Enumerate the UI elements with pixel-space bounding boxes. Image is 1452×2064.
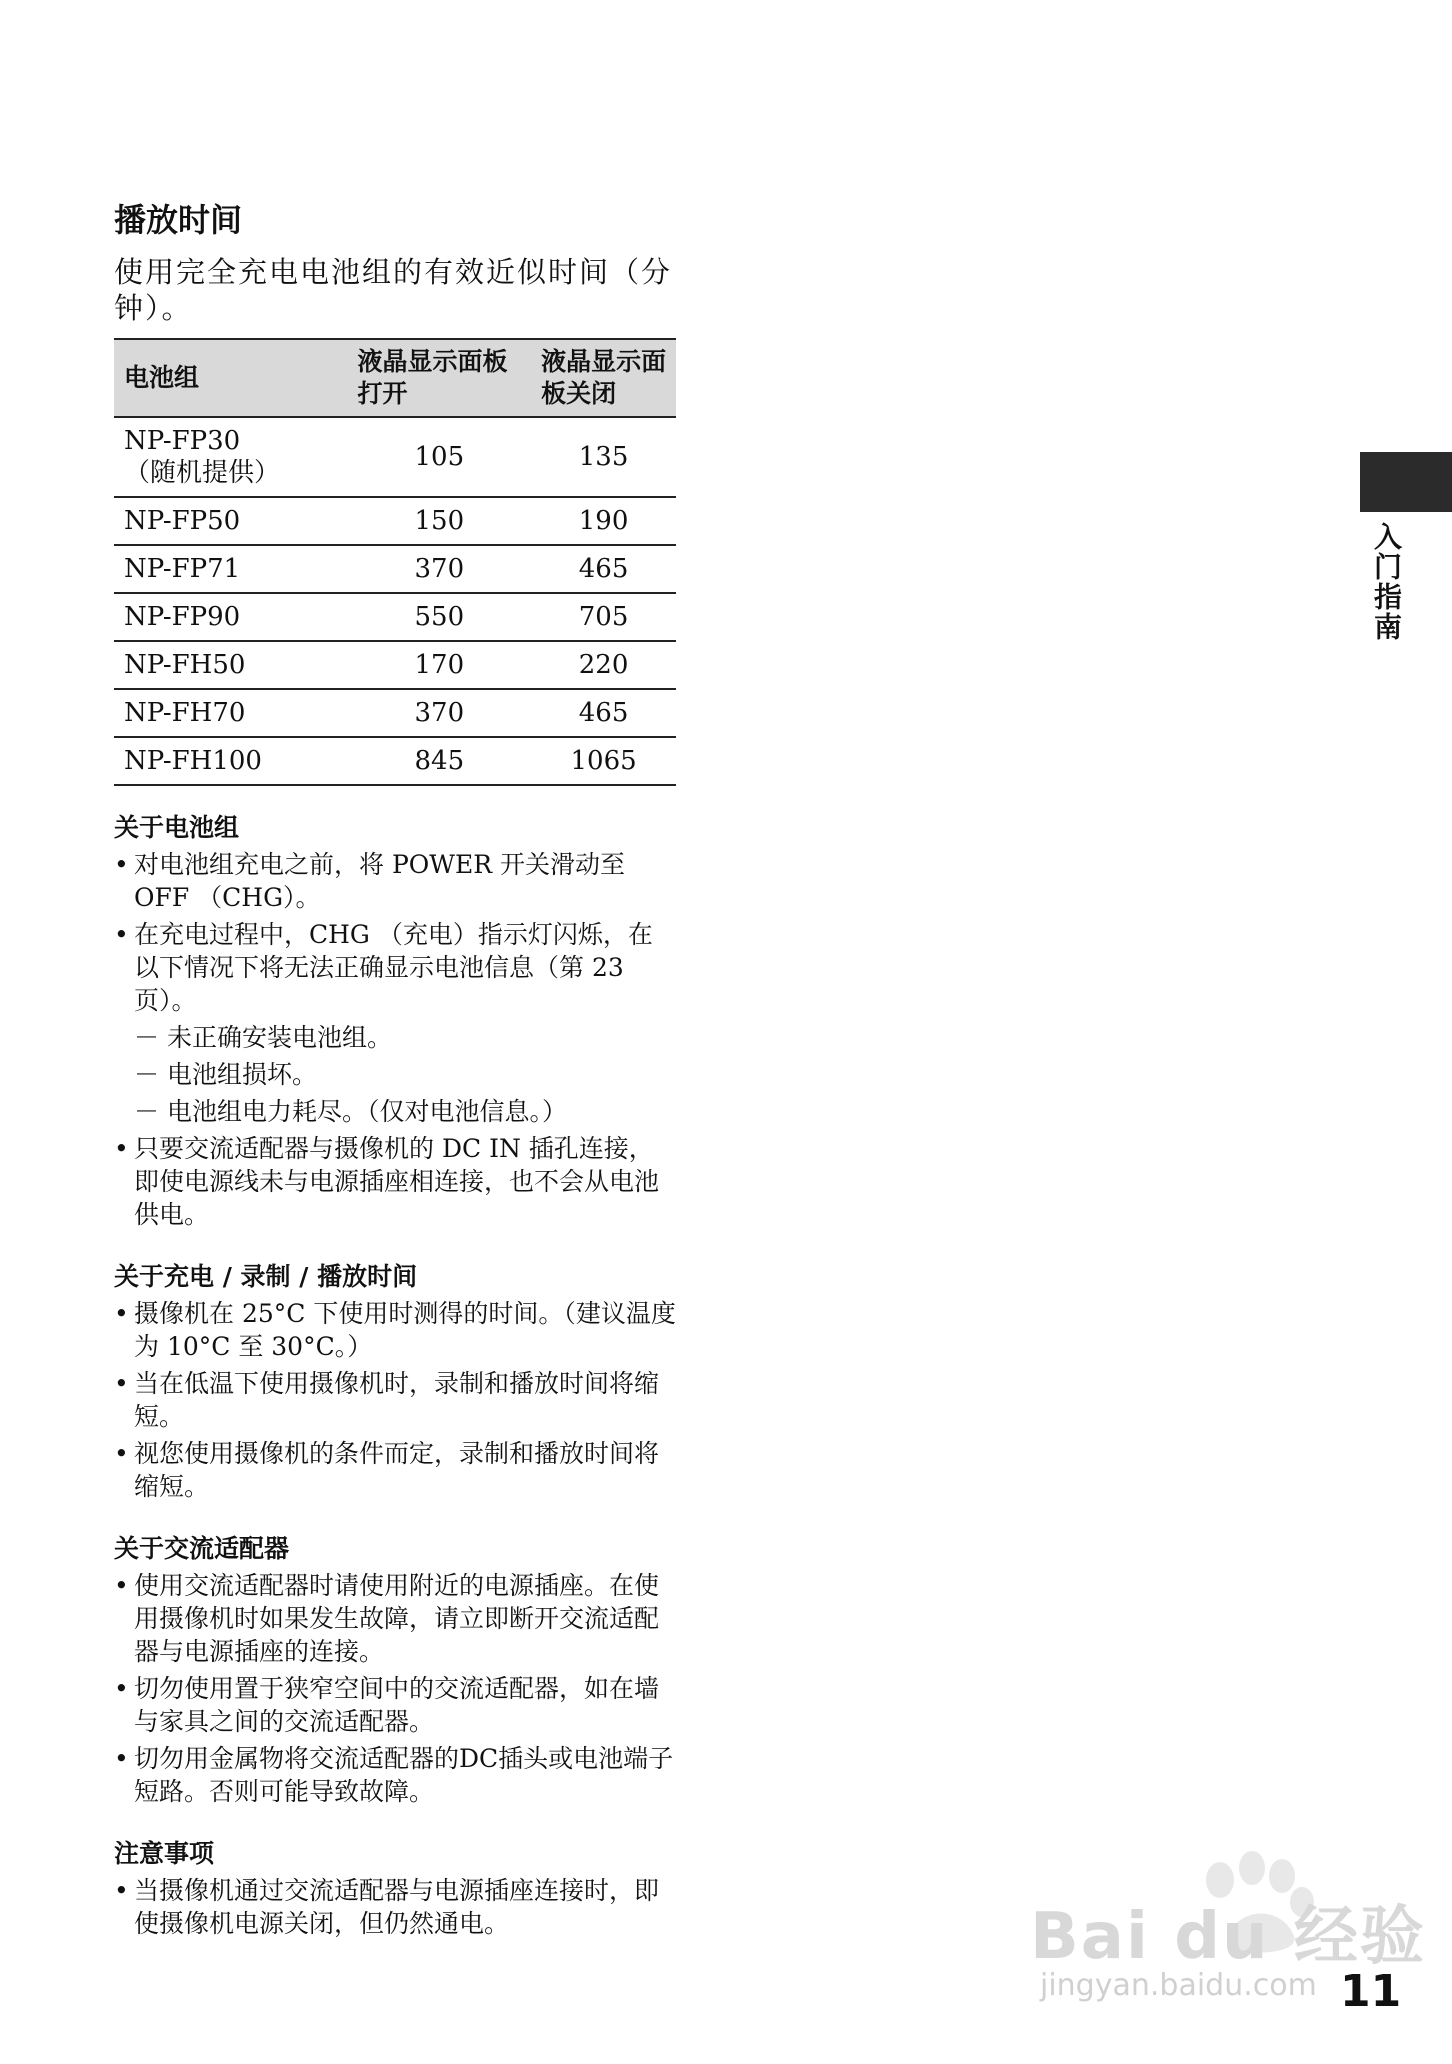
charging-heading: 关于充电 / 录制 / 播放时间	[114, 1262, 418, 1291]
cell-open: 370	[348, 689, 532, 737]
playback-intro: 使用完全充电电池组的有效近似时间（分钟）。	[114, 255, 673, 325]
cell-closed: 465	[531, 689, 676, 737]
cell-closed: 465	[531, 545, 676, 593]
table-row	[114, 689, 676, 737]
cell-model: NP-FH70	[114, 689, 348, 737]
ac-adaptor-notes	[114, 1569, 676, 1808]
cell-open: 370	[348, 545, 532, 593]
list-item	[114, 918, 676, 1128]
charging-section	[114, 1261, 676, 1503]
ac-adaptor-section	[114, 1533, 676, 1808]
caution-notes	[114, 1874, 676, 1940]
header-lcd-open: 液晶显示面板打开	[348, 339, 532, 417]
page-number: 11	[1340, 1966, 1402, 2017]
header-battery: 电池组	[114, 339, 348, 417]
charging-notes	[114, 1297, 676, 1503]
cell-open: 105	[348, 417, 532, 497]
main-column	[114, 200, 676, 1944]
list-item-text: 在充电过程中，CHG （充电）指示灯闪烁，在以下情况下将无法正确显示电池信息（第 23 页）。	[134, 920, 653, 1015]
table-row	[114, 545, 676, 593]
battery-pack-notes	[114, 848, 676, 1231]
cell-model: NP-FH50	[114, 641, 348, 689]
list-item: • 视您使用摄像机的条件而定，录制和播放时间将缩短。	[114, 1437, 676, 1503]
list-item: • 切勿用金属物将交流适配器的DC插头或电池端子短路。否则可能导致故障。	[114, 1742, 676, 1808]
cell-open: 550	[348, 593, 532, 641]
cell-model: NP-FP71	[114, 545, 348, 593]
list-item: • 切勿使用置于狭窄空间中的交流适配器，如在墙与家具之间的交流适配器。	[114, 1672, 676, 1738]
battery-pack-heading: 关于电池组	[114, 813, 240, 842]
list-item: • 使用交流适配器时请使用附近的电源插座。在使用摄像机时如果发生故障，请立即断开交流适配器与电源插座的连接。	[114, 1569, 676, 1668]
header-lcd-closed: 液晶显示面板关闭	[531, 339, 676, 417]
cell-model: NP-FP50	[114, 497, 348, 545]
watermark-text: Bai du 经验	[1030, 1900, 1426, 1974]
side-tab-marker	[1360, 452, 1452, 512]
table-row	[114, 497, 676, 545]
cell-open: 845	[348, 737, 532, 785]
caution-section	[114, 1838, 676, 1940]
playback-time-title: 播放时间	[114, 201, 243, 239]
battery-pack-section	[114, 812, 676, 1231]
dash-item: － 电池组损坏。	[134, 1060, 317, 1089]
cell-model: NP-FH100	[114, 737, 348, 785]
cell-closed: 135	[531, 417, 676, 497]
list-item: • 当摄像机通过交流适配器与电源插座连接时，即使摄像机电源关闭，但仍然通电。	[114, 1874, 676, 1940]
dash-item: － 未正确安装电池组。	[134, 1023, 392, 1052]
table-row	[114, 417, 676, 497]
cell-open: 170	[348, 641, 532, 689]
side-chapter-label: 入门指南	[1370, 522, 1403, 642]
table-header-row	[114, 339, 676, 417]
list-item: • 只要交流适配器与摄像机的 DC IN 插孔连接，即使电源线未与电源插座相连接，也不会从电池供电。	[114, 1132, 676, 1231]
table-row	[114, 593, 676, 641]
list-item: • 摄像机在 25°C 下使用时测得的时间。（建议温度为 10°C 至 30°C。）	[114, 1297, 676, 1363]
cell-open: 150	[348, 497, 532, 545]
cell-closed: 190	[531, 497, 676, 545]
cell-model: NP-FP90	[114, 593, 348, 641]
cell-closed: 220	[531, 641, 676, 689]
battery-table	[114, 338, 676, 786]
ac-adaptor-heading: 关于交流适配器	[114, 1534, 290, 1563]
table-row	[114, 737, 676, 785]
list-item: • 当在低温下使用摄像机时，录制和播放时间将缩短。	[114, 1367, 676, 1433]
cell-model: NP-FP30 （随机提供）	[114, 417, 348, 497]
table-row	[114, 641, 676, 689]
cell-closed: 1065	[531, 737, 676, 785]
dash-item: － 电池组电力耗尽。（仅对电池信息。）	[134, 1097, 567, 1126]
dash-list	[134, 1021, 676, 1128]
cell-closed: 705	[531, 593, 676, 641]
caution-heading: 注意事项	[114, 1839, 215, 1868]
watermark-url: jingyan.baidu.com	[1040, 1968, 1317, 2003]
list-item: • 对电池组充电之前，将 POWER 开关滑动至 OFF （CHG）。	[114, 848, 676, 914]
